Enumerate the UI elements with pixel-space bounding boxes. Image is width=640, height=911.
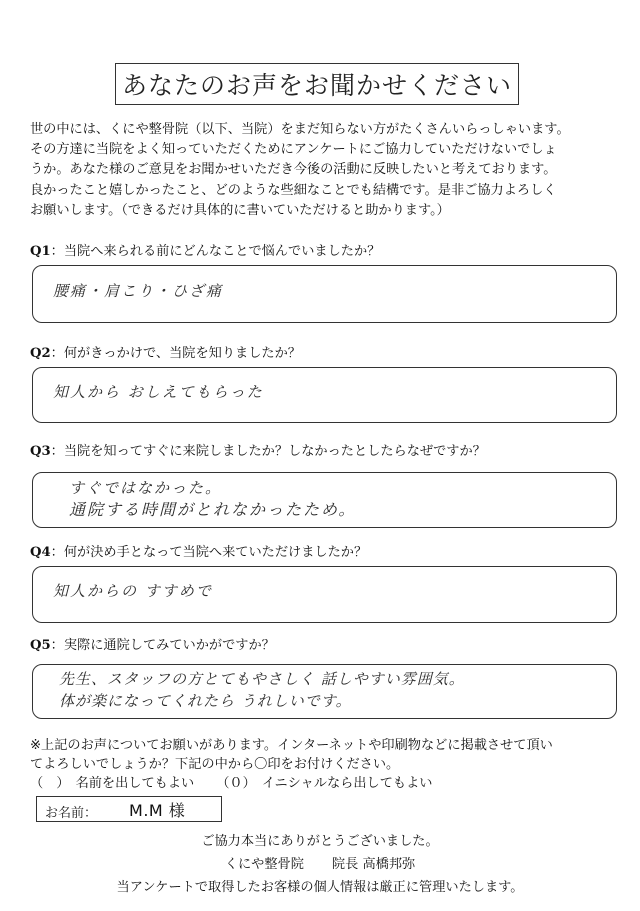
option-mark: （０） [216,776,256,791]
question-text: ：何が決め手となって当院へ来ていただけましたか？ [50,545,368,560]
notice-line: てよろしいでしょうか？下記の中から〇印をお付けください。 [30,757,400,772]
answer-line: 通院する時間がとれなかったため。 [69,500,357,519]
consent-options [30,774,620,793]
intro-line: 世の中には、くにや整骨院（以下、当院）をまだ知らない方がたくさんいらっしゃいます。 [30,122,570,137]
question-number: Q4 [30,545,51,560]
answer-line: 知人からの すすめで [53,582,213,600]
question-5-answer-box[interactable] [32,664,617,719]
question-4-label [30,541,367,560]
answer-line: 体が楽になってくれたら うれしいです。 [59,692,352,710]
question-1-answer-box[interactable] [32,265,617,323]
name-label: お名前： [45,805,98,821]
question-4-answer-box[interactable] [32,566,617,623]
option-label: イニシャルなら出してもよい [261,776,433,791]
publication-consent-notice [30,736,620,793]
question-2-label [30,342,301,361]
clinic-signature [0,853,640,872]
survey-title-text: あなたのお声をお聞かせください [121,71,512,100]
answer-line: 知人から おしえてもらった [53,383,264,401]
question-5-label [30,634,275,653]
privacy-note: 当アンケートで取得したお客様の個人情報は厳正に管理いたします。 [116,880,524,895]
question-2-answer-box[interactable] [32,367,617,423]
name-field[interactable] [36,796,222,822]
question-number: Q5 [30,638,51,653]
intro-line: お願いします。（できるだけ具体的に書いていただけると助かります。） [30,202,450,218]
question-number: Q1 [30,244,51,259]
consent-option-full-name[interactable] [30,774,194,793]
question-text: ：何がきっかけで、当院を知りましたか？ [50,346,301,361]
answer-line: すぐではなかった。 [69,479,223,497]
intro-paragraph [30,120,620,221]
question-text: ：当院へ来られる前にどんなことで悩んでいましたか？ [50,244,381,259]
option-mark: （ ） [30,776,70,791]
director-name: 院長 高橋邦弥 [331,857,416,872]
question-text: ：当院を知ってすぐに来院しましたか？しなかったとしたらなぜですか？ [50,444,486,459]
intro-line: うか。あなた様のご意見をお聞かせいただき今後の活動に反映したいと考えております。 [30,162,557,178]
thanks-message: ご協力本当にありがとうございました。 [201,834,439,849]
clinic-name: くにや整骨院 [224,857,304,872]
consent-option-initials[interactable] [216,774,432,793]
intro-line: 良かったこと嬉しかったこと、どのような些細なことでも結構です。是非ご協力よろしく [30,182,557,198]
question-3-label [30,440,486,459]
survey-title [115,63,519,105]
question-number: Q3 [30,444,51,459]
notice-line: ※上記のお声についてお願いがあります。インターネットや印刷物などに掲載させて頂い [30,738,553,753]
option-label: 名前を出してもよい [75,776,195,791]
answer-line: 先生、スタッフの方とてもやさしく 話しやすい雰囲気。 [59,670,465,688]
question-1-label [30,240,380,259]
answer-line: 腰痛・肩こり・ひざ痛 [53,282,224,300]
name-value: M.M 様 [129,800,186,820]
question-text: ：実際に通院してみていかがですか？ [50,638,275,653]
question-number: Q2 [30,346,51,361]
question-3-answer-box[interactable] [32,472,617,528]
intro-line: その方達に当院をよく知っていただくためにアンケートにご協力していただけないでしょ [30,142,557,158]
